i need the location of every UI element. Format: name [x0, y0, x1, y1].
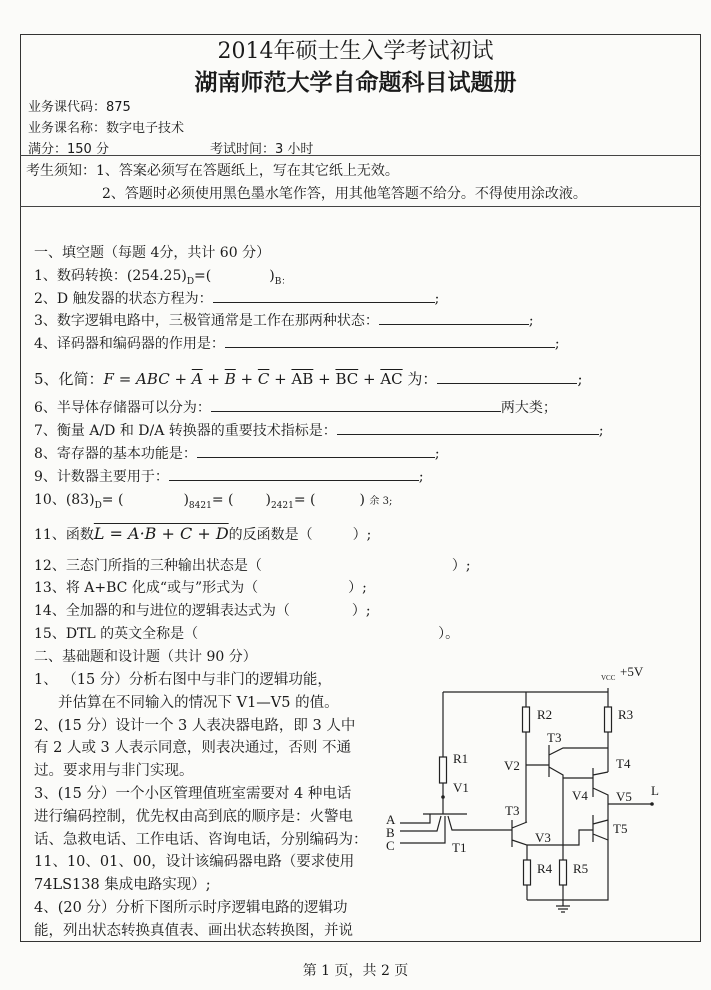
text-line: 进行编码控制，优先权由高到底的顺序是：火警电: [34, 808, 353, 825]
text-line: 2、(15 分）设计一个 3 人表决器电路，即 3 人中: [34, 717, 356, 734]
v1-label: V1: [453, 780, 469, 795]
exam-time: 考试时间：3 小时: [210, 142, 314, 157]
section1-heading: 一、填空题（每题 4分，共计 60 分）: [34, 245, 271, 261]
text-line: 有 2 人或 3 人表示同意，则表决通过，否则 不通: [34, 740, 351, 757]
text-line: 11、10、01、00，设计该编码器电路（要求使用: [34, 854, 355, 871]
t5-label: T5: [613, 821, 628, 836]
t3-lower-label: T3: [505, 803, 520, 818]
question-13: 13、将 A+BC 化成“或与”形式为（ ）;: [34, 580, 367, 596]
input-b-label: B: [386, 825, 395, 840]
question-8: 8、寄存器的基本功能是： ;: [34, 446, 440, 462]
university-title: 湖南师范大学自命题科目试题册: [194, 70, 517, 96]
t4-label: T4: [616, 756, 631, 771]
course-name: 业务课名称：数字电子技术: [28, 121, 185, 136]
question-6: 6、半导体存储器可以分为： 两大类；: [34, 400, 557, 416]
text-line: 4、(20 分）分析下图所示时序逻辑电路的逻辑功: [34, 899, 348, 916]
r2-label: R2: [537, 707, 553, 722]
notice-line-2: 2、答题时必须使用黑色墨水笔作答，用其他笔答题不给分。不得使用涂改液。: [102, 186, 587, 202]
t3-upper-label: T3: [547, 730, 562, 745]
question-11: 11、函数L = A·B + C + D的反函数是（ ）;: [34, 524, 372, 543]
question-15: 15、DTL 的英文全称是（ ）。: [34, 626, 460, 642]
question-1: 1、数码转换：$(254.25)_D=$( )$_{B:}$: [34, 268, 291, 287]
notice-line-1: 考生须知：1、答案必须写在答题纸上，写在其它纸上无效。: [26, 163, 399, 179]
text-line: 能，列出状态转换真值表、画出状态转换图，并说: [34, 922, 353, 939]
section2-heading: 二、基础题和设计题（共计 90 分）: [34, 649, 257, 665]
text-line: 过。要求用与非门实现。: [34, 763, 194, 780]
text-line: 3、(15 分）一个小区管理值班室需要对 4 种电话: [34, 785, 352, 802]
supply-label: +5V: [620, 664, 644, 679]
question-4: 4、译码器和编码器的作用是： ;: [34, 336, 560, 352]
vcc-label: VCC: [601, 674, 616, 682]
r1-label: R1: [453, 751, 469, 766]
v3-label: V3: [535, 830, 551, 845]
question-2: 2、D 触发器的状态方程为： ;: [34, 291, 440, 307]
question-5: 5、化简：F = ABC + $\overline{A} + \overline{B} + \overline{C} + \overline{AB} + \overline{BC} + \overline{AC}$ 为： ;: [34, 370, 583, 388]
r3-label: R3: [618, 707, 634, 722]
text-line: 并估算在不同输入的情况下 V1—V5 的值。: [58, 694, 339, 711]
question-14: 14、全加器的和与进位的逻辑表达式为（ ）;: [34, 603, 371, 619]
text-line: 1、 （15 分）分析右图中与非门的逻辑功能，: [34, 672, 332, 688]
question-3: 3、数字逻辑电路中，三极管通常是工作在那两种状态： ;: [34, 313, 534, 329]
v5-label: V5: [616, 789, 632, 804]
output-l-label: L: [651, 783, 659, 798]
page-number: 第 1 页，共 2 页: [302, 963, 409, 979]
input-a-label: A: [386, 812, 396, 827]
course-code: 业务课代码：875: [28, 100, 131, 115]
r4-label: R4: [537, 861, 553, 876]
full-score: 满分：150 分: [28, 142, 109, 157]
question-12: 12、三态门所指的三种输出状态是（ ）;: [34, 558, 471, 574]
t1-label: T1: [452, 840, 467, 855]
r5-label: R5: [573, 861, 589, 876]
v4-label: V4: [572, 788, 588, 803]
question-10: 10、$(83)_D=$ ( )$_{8421}=$ ( )$_{2421}=$ ( ) 余 3;: [34, 492, 393, 511]
question-7: 7、衡量 A/D 和 D/A 转换器的重要技术指标是： ;: [34, 423, 604, 439]
exam-title: 2014年硕士生入学考试初试: [217, 39, 494, 64]
v2-label: V2: [504, 758, 520, 773]
question-9: 9、计数器主要用于： ;: [34, 469, 424, 485]
text-line: 话、急救电话、工作电话、咨询电话，分别编码为：: [34, 831, 368, 848]
circuit-wires: [400, 688, 652, 912]
input-c-label: C: [386, 838, 395, 853]
node-dot: [441, 795, 445, 799]
text-line: 74LS138 集成电路实现）;: [34, 877, 211, 894]
output-terminal: [650, 802, 654, 806]
